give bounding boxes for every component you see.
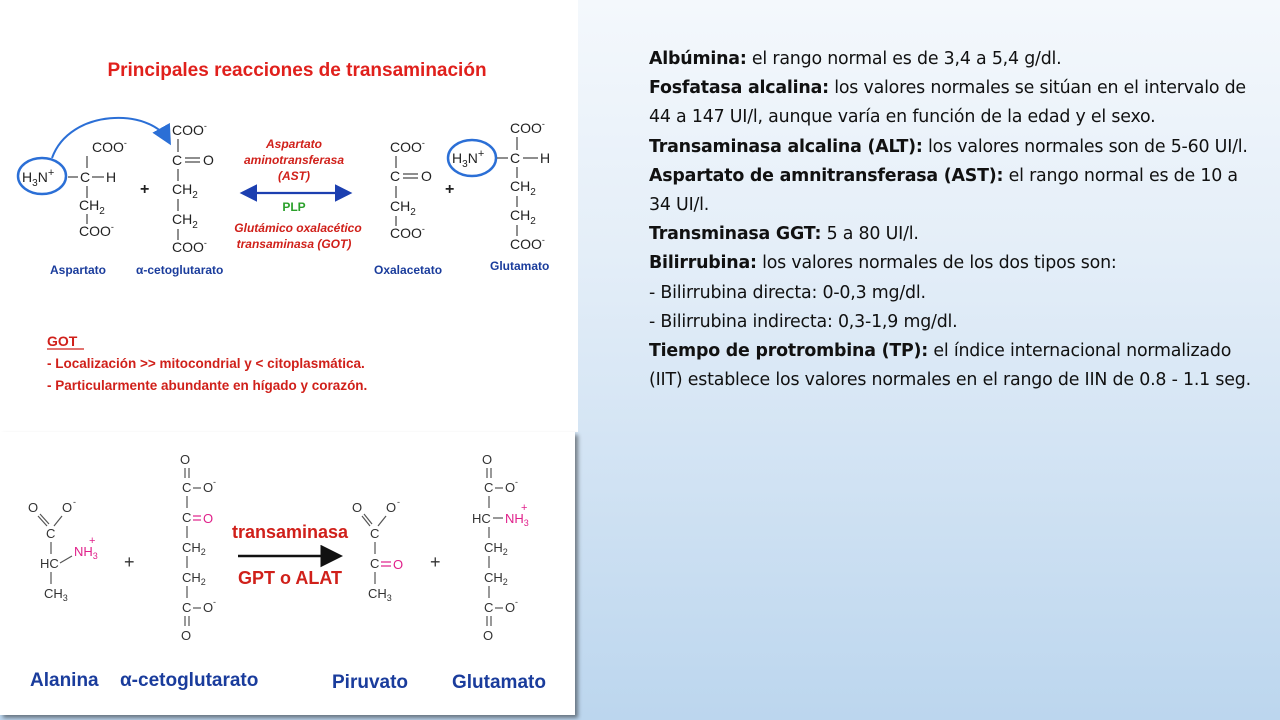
- svg-text:O: O: [28, 500, 39, 515]
- svg-text:C: C: [370, 556, 380, 571]
- svg-text:COO-: COO-: [172, 238, 207, 255]
- fosfatasa-paragraph: [649, 74, 1261, 132]
- got-title: GOT: [47, 333, 78, 349]
- svg-text:O: O: [203, 480, 214, 495]
- svg-text:COO-: COO-: [79, 222, 114, 239]
- svg-text:HC: HC: [40, 556, 59, 571]
- tp-paragraph: [649, 337, 1261, 395]
- label-aspartato: Aspartato: [50, 263, 107, 277]
- cofactor-plp: PLP: [282, 200, 306, 214]
- svg-text:COO-: COO-: [390, 138, 425, 155]
- reference-values-text: [649, 45, 1261, 395]
- svg-text:NH3: $NH_3$: [505, 511, 529, 528]
- svg-text:Aspartato: Aspartato: [265, 137, 323, 151]
- svg-text:NH3: $NH_3$: [74, 544, 98, 561]
- svg-text:-: -: [73, 497, 76, 507]
- svg-text:H: H: [540, 150, 551, 166]
- svg-text:H: H: [106, 169, 117, 185]
- svg-text:C: C: [172, 152, 183, 168]
- albumina-text: el rango normal es de 3,4 a 5,4 g/dl.: [746, 49, 1062, 69]
- svg-text:O: O: [483, 628, 494, 643]
- molecule-aspartato: [18, 118, 168, 239]
- svg-text:COO-: COO-: [510, 119, 545, 136]
- plus-sign-3: +: [124, 552, 135, 572]
- ggt-paragraph: [649, 220, 1261, 249]
- svg-text:CH2: $CH_2$: [510, 207, 536, 227]
- svg-text:-: -: [213, 477, 216, 487]
- svg-text:C: C: [390, 168, 401, 184]
- svg-text:O: O: [203, 600, 214, 615]
- molecule-piruvato: [352, 497, 403, 603]
- svg-text:O: O: [203, 152, 214, 168]
- svg-text:-: -: [213, 597, 216, 607]
- molecule-glutamato-top: [448, 119, 550, 252]
- bilirrubina-directa: - Bilirrubina directa: 0-0,3 mg/dl.: [649, 282, 926, 303]
- bilirrubina-indirecta: - Bilirrubina indirecta: 0,3-1,9 mg/dl.: [649, 311, 958, 332]
- label-cetoglutarato-bottom: α-cetoglutarato: [120, 670, 259, 691]
- svg-text:COO-: COO-: [390, 224, 425, 241]
- molecule-cetoglutarato-bottom: [180, 452, 216, 643]
- svg-text:C: C: [80, 169, 91, 185]
- ast-label: Aspartato de amnitransferasa (AST):: [649, 165, 1004, 186]
- svg-text:CH2: $CH_2$: [182, 570, 206, 587]
- svg-text:-: -: [515, 597, 518, 607]
- fosfatasa-label: Fosfatasa alcalina:: [649, 78, 829, 99]
- svg-text:CH2: $CH_2$: [510, 178, 536, 198]
- figure-title: Principales reacciones de transaminación: [107, 60, 487, 81]
- svg-text:CH3: $CH_3$: [368, 586, 392, 603]
- svg-text:CH2: $CH_2$: [172, 181, 198, 201]
- plus-sign-2: +: [445, 181, 455, 198]
- transamination-figure-bottom: [0, 432, 575, 715]
- svg-text:+: +: [89, 535, 96, 547]
- alt-text: los valores normales son de 5-60 UI/l.: [922, 136, 1248, 157]
- label-oxalacetato: Oxalacetato: [374, 263, 443, 277]
- svg-text:-: -: [515, 477, 518, 487]
- svg-text:aminotransferasa: aminotransferasa: [243, 153, 345, 167]
- svg-text:C: C: [46, 526, 56, 541]
- svg-text:O: O: [62, 500, 73, 515]
- svg-text:C: C: [182, 480, 192, 495]
- label-alanina: Alanina: [30, 670, 99, 691]
- enzyme-transaminasa: transaminasa: [231, 522, 349, 542]
- molecule-glutamato-bottom: [472, 452, 529, 643]
- transamination-diagram-svg: [0, 0, 578, 432]
- svg-text:O: O: [181, 628, 192, 643]
- molecule-oxalacetato: [390, 138, 432, 241]
- ast-paragraph: [649, 162, 1261, 220]
- label-glutamato-bottom: Glutamato: [452, 672, 546, 693]
- svg-text:Glutámico oxalacético: Glutámico oxalacético: [234, 221, 362, 235]
- alt-reaction-svg: [0, 432, 575, 715]
- svg-text:C: C: [370, 526, 380, 541]
- tp-text: el índice internacional normalizado (IIT) establece los valores normales en el rango de IIN de 0.8 - 1.1 seg.: [649, 341, 1251, 391]
- bilirrubina-text: los valores normales de los dos tipos son:: [756, 253, 1117, 274]
- svg-text:CH2: $CH_2$: [182, 540, 206, 557]
- ggt-label: Transminasa GGT:: [649, 224, 822, 245]
- svg-text:HC: HC: [472, 511, 491, 526]
- svg-text:O: O: [352, 500, 363, 515]
- svg-text:O: O: [393, 557, 404, 572]
- enzyme-gpt-alat: GPT o ALAT: [238, 568, 342, 588]
- svg-text:C: C: [484, 600, 494, 615]
- svg-text:CH2: $CH_2$: [79, 197, 105, 217]
- got-note-1: - Localización >> mitocondrial y < citoplasmática.: [47, 356, 365, 371]
- svg-text:H3N+: $H_3N^+$: [452, 148, 485, 170]
- tp-label: Tiempo de protrombina (TP):: [649, 341, 929, 362]
- svg-text:transaminasa (GOT): transaminasa (GOT): [236, 237, 352, 251]
- svg-text:O: O: [505, 480, 516, 495]
- molecule-alanina: [28, 497, 98, 603]
- fosfatasa-text: los valores normales se sitúan en el intervalo de 44 a 147 UI/l, aunque varía en función de la edad y el sexo.: [649, 78, 1246, 128]
- svg-text:(AST): (AST): [278, 169, 310, 183]
- svg-text:+: +: [521, 502, 528, 514]
- label-cetoglutarato-top: α-cetoglutarato: [136, 263, 224, 277]
- ggt-text: 5 a 80 UI/l.: [821, 224, 919, 245]
- svg-text:CH2: $CH_2$: [484, 570, 508, 587]
- svg-text:COO-: COO-: [510, 235, 545, 252]
- svg-text:O: O: [180, 452, 191, 467]
- albumina-label: Albúmina:: [649, 49, 747, 69]
- label-piruvato: Piruvato: [332, 672, 409, 693]
- albumina-paragraph: [649, 45, 1261, 74]
- svg-text:H3N+: $H_3N^+$: [22, 167, 55, 189]
- svg-text:C: C: [182, 510, 192, 525]
- molecule-cetoglutarato: [172, 121, 214, 255]
- plus-sign-1: +: [140, 181, 150, 198]
- svg-text:CH2: $CH_2$: [390, 198, 416, 218]
- label-glutamato-top: Glutamato: [490, 259, 550, 273]
- svg-text:O: O: [421, 168, 432, 184]
- svg-text:O: O: [386, 500, 397, 515]
- plus-sign-4: +: [430, 552, 441, 572]
- svg-text:C: C: [182, 600, 192, 615]
- enzyme-got-label: [234, 221, 361, 251]
- enzyme-ast-label: [244, 137, 344, 183]
- ast-text: el rango normal es de 10 a 34 UI/l.: [649, 165, 1238, 216]
- bilirrubina-label: Bilirrubina:: [649, 253, 757, 274]
- svg-text:CH3: $CH_3$: [44, 586, 68, 603]
- svg-text:O: O: [203, 511, 214, 526]
- svg-text:CH2: $CH_2$: [172, 211, 198, 231]
- got-note-2: - Particularmente abundante en hígado y corazón.: [47, 378, 368, 393]
- svg-text:COO-: COO-: [92, 138, 127, 155]
- svg-text:O: O: [482, 452, 493, 467]
- svg-text:CH2: $CH_2$: [484, 540, 508, 557]
- svg-text:-: -: [397, 497, 400, 507]
- alt-paragraph: [649, 133, 1261, 162]
- svg-text:C: C: [510, 150, 521, 166]
- svg-text:C: C: [484, 480, 494, 495]
- alt-label: Transaminasa alcalina (ALT):: [649, 136, 923, 157]
- bilirrubina-paragraph: [649, 249, 1261, 278]
- transamination-figure-top: [0, 0, 578, 432]
- svg-text:O: O: [505, 600, 516, 615]
- svg-text:COO-: COO-: [172, 121, 207, 138]
